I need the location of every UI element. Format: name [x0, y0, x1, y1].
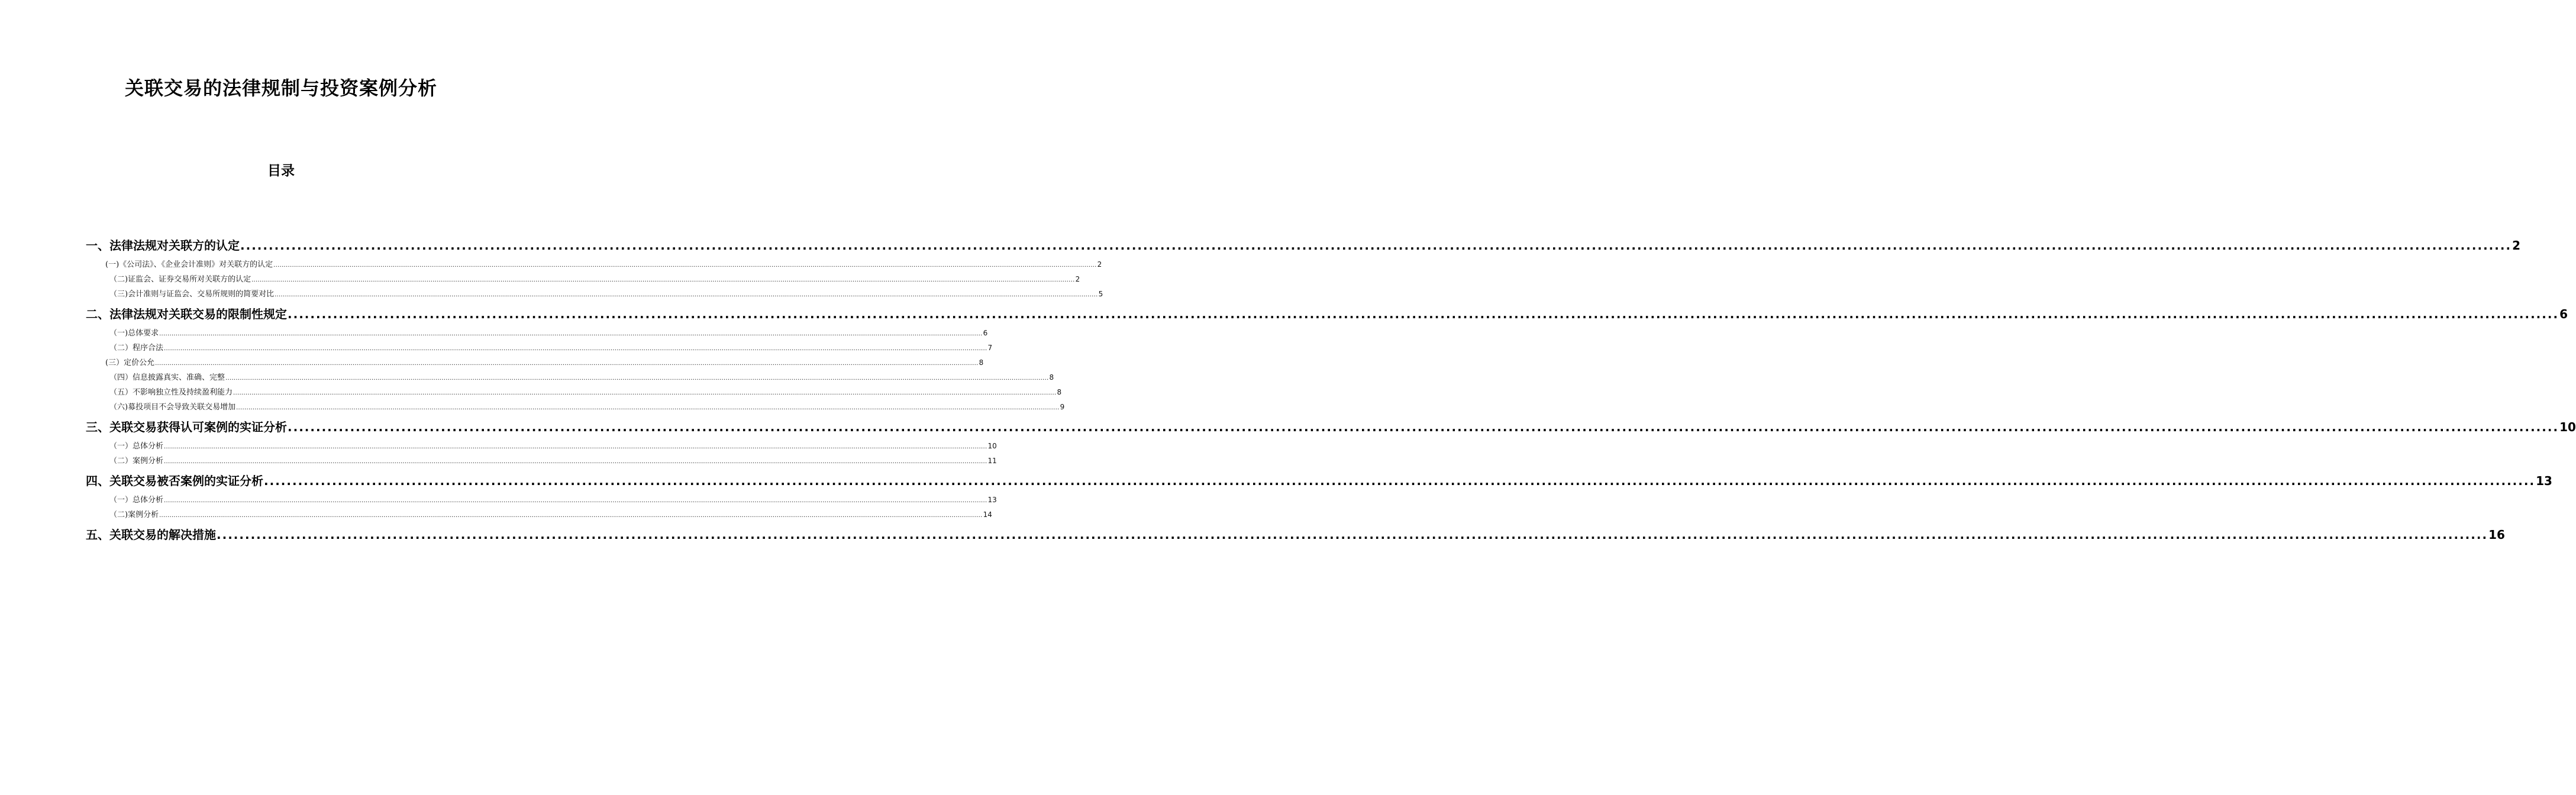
toc-item-label: （五）不影响独立性及持续盈利能力: [109, 388, 233, 397]
toc-item-2-3[interactable]: [86, 356, 984, 370]
toc-page-number: 2: [1075, 275, 1080, 283]
toc-item-4-2[interactable]: [86, 508, 992, 522]
toc-item-2-5[interactable]: [86, 385, 1062, 400]
toc-page-number: 8: [979, 358, 984, 367]
leader-dots: ................................................................................................................................................................................................................................................................................................................................................................................................................: [275, 292, 1098, 298]
toc-page-number: 13: [2536, 474, 2552, 488]
leader-dots: ................................................................................................................................................................................................................................................................................................................................................................................................................: [288, 420, 2559, 434]
toc-item-label: （一）总体分析: [109, 442, 164, 451]
leader-dots: ................................................................................................................................................................................................................................................................................................................................................................................................................: [264, 474, 2536, 488]
toc-page-number: 5: [1098, 290, 1103, 298]
toc-item-1-3[interactable]: [86, 287, 1103, 302]
leader-dots: ................................................................................................................................................................................................................................................................................................................................................................................................................: [288, 307, 2559, 321]
toc-item-4-1[interactable]: [86, 493, 997, 508]
toc-item-label: （二）程序合法: [109, 344, 164, 353]
toc-item-1-2[interactable]: [86, 272, 1080, 287]
toc-item-label: （二)案例分析: [109, 510, 159, 519]
toc-section-label: 一、法律法规对关联方的认定: [86, 238, 240, 253]
toc-page-number: 16: [2488, 528, 2505, 542]
toc-item-2-4[interactable]: [86, 370, 1054, 385]
toc-item-label: （二)证监会、证券交易所对关联方的认定: [109, 275, 251, 284]
leader-dots: ................................................................................................................................................................................................................................................................................................................................................................................................................: [164, 458, 987, 465]
toc-section-3[interactable]: [86, 418, 2576, 437]
toc-section-1[interactable]: [86, 236, 2520, 255]
toc-item-2-1[interactable]: [86, 326, 988, 341]
leader-dots: ................................................................................................................................................................................................................................................................................................................................................................................................................: [159, 512, 983, 519]
toc-page-number: 9: [1060, 403, 1065, 411]
toc-section-label: 五、关联交易的解决措施: [86, 528, 216, 542]
leader-dots: ................................................................................................................................................................................................................................................................................................................................................................................................................: [233, 390, 1057, 396]
toc-item-label: （二）案例分析: [109, 457, 164, 466]
toc-item-label: （一）总体分析: [109, 496, 164, 505]
toc-section-label: 四、关联交易被否案例的实证分析: [86, 474, 263, 488]
toc-item-3-2[interactable]: [86, 454, 997, 468]
toc-page-number: 8: [1057, 388, 1062, 396]
leader-dots: ................................................................................................................................................................................................................................................................................................................................................................................................................: [236, 405, 1060, 411]
toc-item-1-1[interactable]: [86, 257, 1102, 272]
toc-heading: 目录: [267, 163, 295, 179]
leader-dots: ................................................................................................................................................................................................................................................................................................................................................................................................................: [240, 238, 2512, 253]
toc-page-number: 11: [987, 457, 997, 465]
toc-item-2-6[interactable]: [86, 400, 1065, 415]
toc-page-number: 2: [1097, 260, 1102, 269]
toc-item-label: （三)会计准则与证监会、交易所规则的简要对比: [109, 290, 275, 299]
toc-page-number: 10: [987, 442, 997, 450]
toc-section-4[interactable]: [86, 471, 2552, 490]
toc-item-2-2[interactable]: [86, 341, 993, 356]
toc-page-number: 14: [983, 510, 992, 519]
toc-page-number: 6: [983, 329, 988, 337]
toc-section-5[interactable]: [86, 525, 2505, 544]
leader-dots: ................................................................................................................................................................................................................................................................................................................................................................................................................: [155, 360, 979, 367]
toc-item-label: （一)总体要求: [109, 329, 159, 338]
leader-dots: ................................................................................................................................................................................................................................................................................................................................................................................................................: [251, 277, 1075, 283]
leader-dots: ................................................................................................................................................................................................................................................................................................................................................................................................................: [164, 345, 987, 352]
leader-dots: ................................................................................................................................................................................................................................................................................................................................................................................................................: [159, 331, 983, 337]
toc-page-number: 6: [2559, 307, 2568, 321]
toc-page-number: 10: [2559, 420, 2576, 434]
toc-section-label: 二、法律法规对关联交易的限制性规定: [86, 307, 287, 321]
toc-item-label: (一)《公司法》、《企业会计准则》对关联方的认定: [105, 260, 273, 269]
toc-section-label: 三、关联交易获得认可案例的实证分析: [86, 420, 287, 434]
table-of-contents: [86, 236, 2576, 544]
toc-section-2[interactable]: [86, 305, 2568, 324]
leader-dots: ................................................................................................................................................................................................................................................................................................................................................................................................................: [273, 262, 1097, 269]
leader-dots: ................................................................................................................................................................................................................................................................................................................................................................................................................: [164, 497, 987, 504]
toc-page-number: 2: [2512, 238, 2520, 253]
toc-page-number: 7: [987, 344, 993, 352]
toc-page-number: 8: [1049, 373, 1054, 382]
document-title: 关联交易的法律规制与投资案例分析: [124, 77, 437, 99]
toc-item-label: (三）定价公允: [105, 358, 155, 367]
leader-dots: ................................................................................................................................................................................................................................................................................................................................................................................................................: [225, 375, 1049, 382]
toc-page-number: 13: [987, 496, 997, 504]
toc-item-label: （四）信息披露真实、准确、完整: [109, 373, 225, 382]
leader-dots: ................................................................................................................................................................................................................................................................................................................................................................................................................: [164, 444, 987, 450]
toc-item-label: （六)募投项目不会导致关联交易增加: [109, 403, 236, 412]
leader-dots: ................................................................................................................................................................................................................................................................................................................................................................................................................: [217, 528, 2488, 542]
toc-item-3-1[interactable]: [86, 439, 997, 454]
